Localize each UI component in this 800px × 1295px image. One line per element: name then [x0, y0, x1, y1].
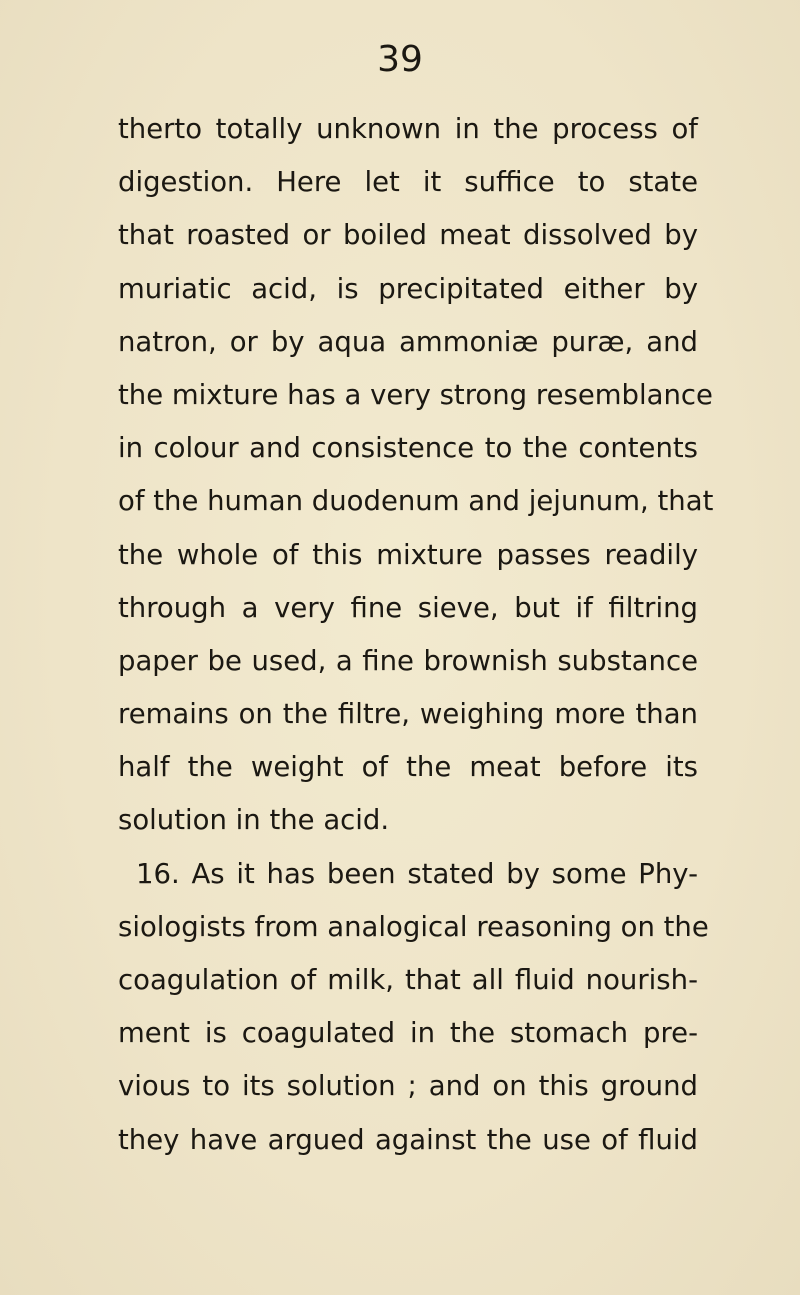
- text-line: vious to its solution ; and on this ground: [118, 1070, 698, 1103]
- text-line: in colour and consistence to the contents: [118, 432, 698, 465]
- text-line: half the weight of the meat before its: [118, 751, 698, 784]
- text-line: of the human duodenum and jejunum, that: [118, 485, 714, 518]
- page-number: 39: [377, 39, 423, 80]
- text-line: natron, or by aqua ammoniæ puræ, and: [118, 325, 698, 358]
- text-line: solution in the acid.: [118, 804, 390, 837]
- text-line: therto totally unknown in the process of: [118, 113, 698, 145]
- text-line: siologists from analogical reasoning on the: [118, 910, 709, 943]
- text-line: the mixture has a very strong resemblance: [118, 378, 713, 411]
- body-text: [118, 103, 714, 1167]
- text-line: paper be used, a fine brownish substance: [118, 644, 698, 677]
- text-line: remains on the filtre, weighing more than: [118, 698, 698, 731]
- text-line: they have argued against the use of fluid: [118, 1123, 698, 1156]
- text-line: through a very fine sieve, but if filtring: [118, 591, 698, 624]
- text-line: the whole of this mixture passes readily: [118, 538, 698, 571]
- text-line: coagulation of milk, that all fluid nourish-: [118, 964, 698, 996]
- paragraph-start-line: 16. As it has been stated by some Phy-: [136, 857, 698, 890]
- text-line: digestion. Here let it suffice to state: [118, 166, 698, 199]
- text-line: muriatic acid, is precipitated either by: [118, 272, 698, 305]
- text-line: that roasted or boiled meat dissolved by: [118, 219, 698, 252]
- text-line: ment is coagulated in the stomach pre-: [118, 1017, 698, 1050]
